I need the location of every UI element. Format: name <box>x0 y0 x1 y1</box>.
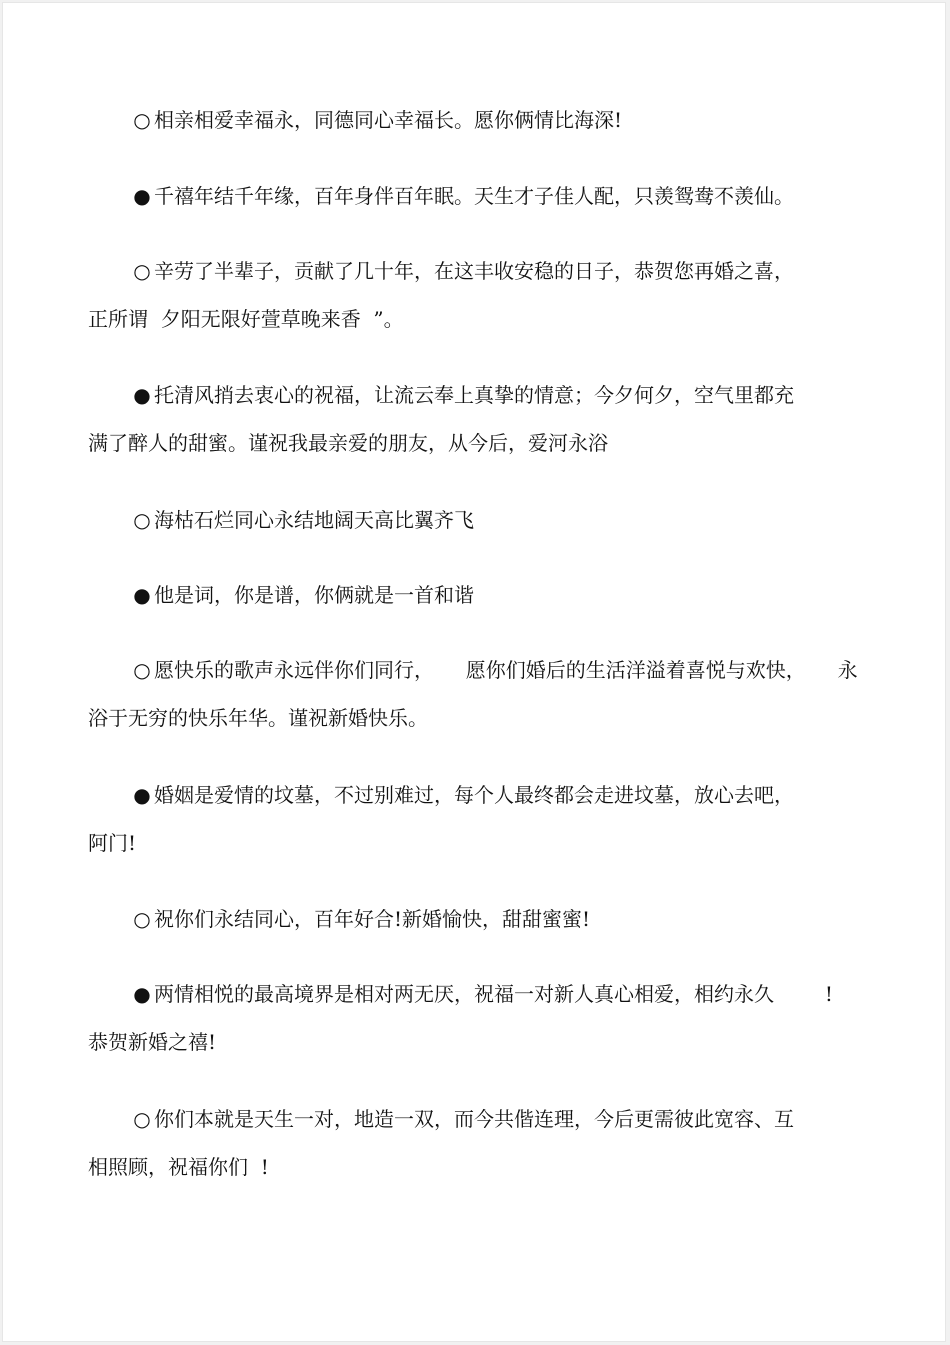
filled-circle-bullet-icon <box>132 184 152 208</box>
filled-circle-bullet-icon <box>132 583 152 607</box>
paragraph-line: 正所谓 夕阳无限好萱草晚来香 ”。 <box>88 307 404 331</box>
paragraph <box>88 108 878 132</box>
paragraph-line: 愿快乐的歌声永远伴你们同行， 愿你们婚后的生活洋溢着喜悦与欢快， 永 <box>154 658 858 682</box>
paragraph <box>88 508 878 532</box>
hollow-circle-bullet-icon <box>132 259 152 283</box>
hollow-circle-bullet-icon <box>132 1107 152 1131</box>
paragraph-line: 海枯石烂同心永结地阔天高比翼齐飞 <box>154 508 474 532</box>
paragraph <box>88 1107 878 1179</box>
filled-circle-bullet-icon <box>132 982 152 1006</box>
filled-circle-bullet-icon <box>132 383 152 407</box>
paragraph <box>88 184 878 208</box>
paragraph <box>88 907 878 931</box>
hollow-circle-bullet-icon <box>132 108 152 132</box>
paragraph <box>88 982 878 1054</box>
paragraph-line: 阿门! <box>88 831 137 855</box>
paragraph <box>88 658 878 730</box>
document-page <box>2 2 946 1342</box>
paragraph-line: 他是词，你是谱，你俩就是一首和谐 <box>154 583 474 607</box>
paragraph <box>88 783 878 855</box>
hollow-circle-bullet-icon <box>132 658 152 682</box>
paragraph-line: 你们本就是天生一对，地造一双，而今共偕连理，今后更需彼此宽容、互 <box>154 1107 794 1131</box>
paragraph-line: 两情相悦的最高境界是相对两无厌，祝福一对新人真心相爱，相约永久 ! <box>154 982 833 1006</box>
paragraph <box>88 583 878 607</box>
paragraph <box>88 383 878 455</box>
hollow-circle-bullet-icon <box>132 907 152 931</box>
filled-circle-bullet-icon <box>132 783 152 807</box>
paragraph-line: 托清风捎去衷心的祝福，让流云奉上真挚的情意；今夕何夕，空气里都充 <box>154 383 794 407</box>
paragraph-line: 满了醉人的甜蜜。谨祝我最亲爱的朋友，从今后，爱河永浴 <box>88 431 608 455</box>
paragraph-line: 恭贺新婚之禧! <box>88 1030 217 1054</box>
paragraph <box>88 259 878 331</box>
paragraph-line: 相亲相爱幸福永，同德同心幸福长。愿你俩情比海深! <box>154 108 623 132</box>
paragraph-line: 婚姻是爱情的坟墓，不过别难过，每个人最终都会走进坟墓，放心去吧， <box>154 783 794 807</box>
paragraph-line: 相照顾，祝福你们 ! <box>88 1155 269 1179</box>
paragraph-line: 祝你们永结同心，百年好合!新婚愉快，甜甜蜜蜜! <box>154 907 591 931</box>
paragraph-line: 千禧年结千年缘，百年身伴百年眠。天生才子佳人配，只羡鸳鸯不羡仙。 <box>154 184 794 208</box>
hollow-circle-bullet-icon <box>132 508 152 532</box>
paragraph-line: 辛劳了半辈子，贡献了几十年，在这丰收安稳的日子，恭贺您再婚之喜， <box>154 259 794 283</box>
paragraph-line: 浴于无穷的快乐年华。谨祝新婚快乐。 <box>88 706 428 730</box>
